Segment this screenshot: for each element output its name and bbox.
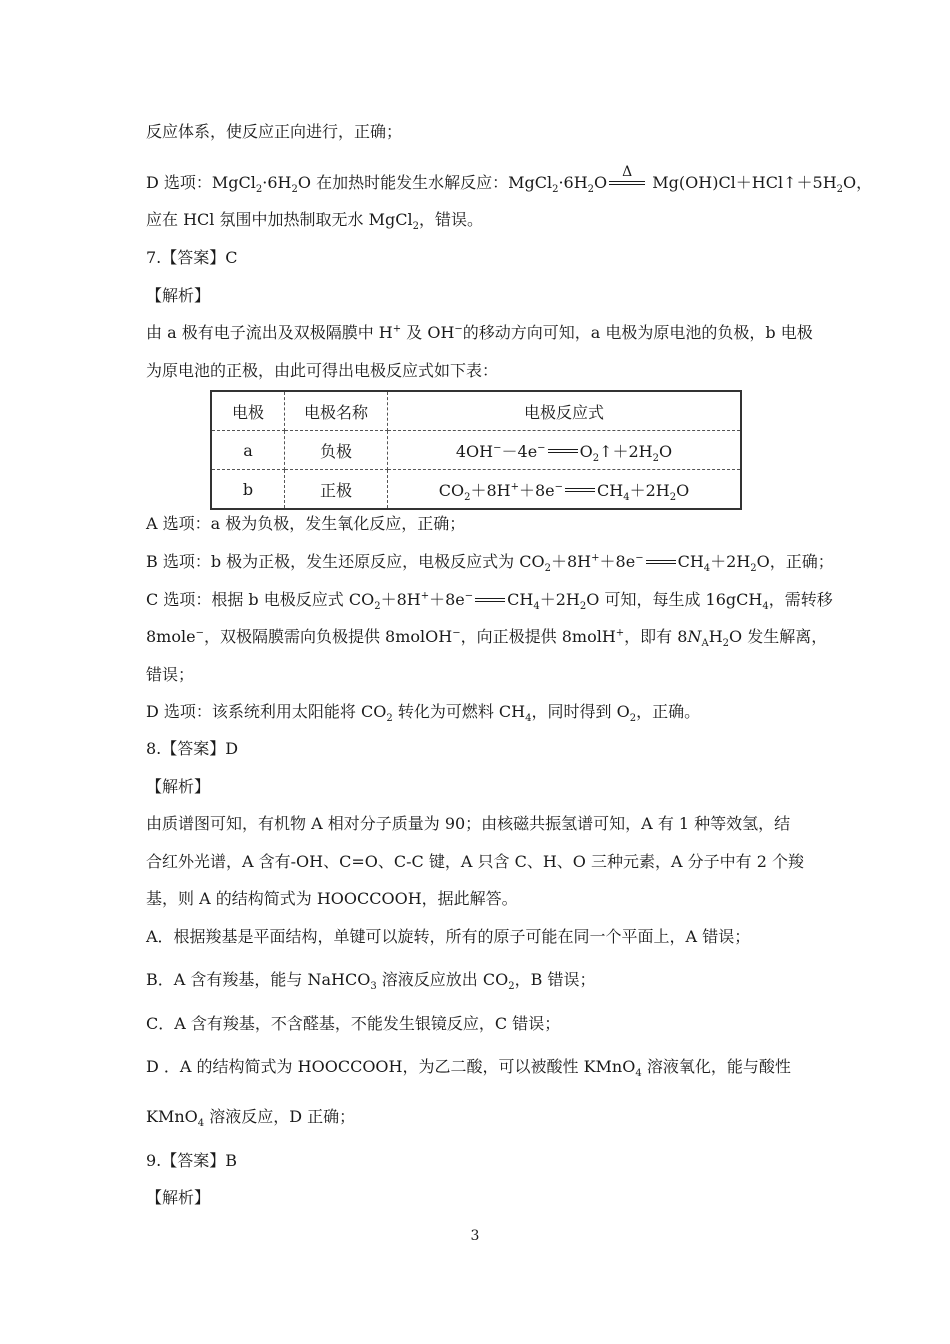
paragraph-line: D 选项：$MgCl_2\cdot 6H_2O$ 在加热时能发生水解反应：$MgCl_2\cdot 6H_2O$ Δ $Mg(OH)Cl+HCl↑+5H_2O$， xyxy=(146,172,872,194)
table-row xyxy=(211,431,741,470)
table-header-row xyxy=(211,391,741,431)
table-cell: 负极 xyxy=(285,431,388,470)
paragraph-line: B．A 含有羧基，能与 NaHCO$_3$ 溶液反应放出 $CO_2$，B 错误； xyxy=(146,970,596,993)
heating-equals-sign xyxy=(607,163,647,189)
answer-heading-8: 8.【答案】D xyxy=(146,739,239,758)
table-cell: a xyxy=(211,431,285,470)
answer-heading-9: 9.【答案】B xyxy=(146,1151,238,1170)
table-row xyxy=(211,470,741,510)
paragraph-line: 为原电池的正极，由此可得出电极反应式如下表： xyxy=(146,361,499,380)
paragraph-line: D ．A 的结构简式为 HOOCCOOH，为乙二酸，可以被酸性 KMnO$_4$ 溶液氧化，能与酸性 xyxy=(146,1057,791,1080)
paragraph-line: A．根据羧基是平面结构，单键可以旋转，所有的原子可能在同一个平面上，A 错误； xyxy=(146,927,751,946)
table-header-cell: 电极名称 xyxy=(285,391,388,431)
paragraph-line: 由 a 极有电子流出及双极隔膜中 H+ 及 OH−的移动方向可知，a 电极为原电池的负极，b 电极 xyxy=(146,323,813,342)
table-cell: 4OH−－4e− $O_2↑+2H_2O$ xyxy=(388,431,742,470)
table-header-cell: 电极 xyxy=(211,391,285,431)
paragraph-line: 合红外光谱，A 含有-OH、C=O、C-C 键，A 只含 C、H、O 三种元素，A 分子中有 2 个羧 xyxy=(146,852,804,871)
analysis-heading-8: 【解析】 xyxy=(146,777,211,796)
paragraph-line: C 选项：根据 b 电极反应式 $CO_2+8H^++8e^-$ $CH_4+2H_2O$ 可知，每生成 16gCH$_4$，需转移 xyxy=(146,590,833,613)
paragraph-line: 应在 HCl 氛围中加热制取无水 MgCl$_2$，错误。 xyxy=(146,210,483,233)
table-cell: 正极 xyxy=(285,470,388,510)
delta-symbol: Δ xyxy=(622,163,633,180)
analysis-heading-7: 【解析】 xyxy=(146,286,211,305)
paragraph-line: 反应体系，使反应正向进行，正确； xyxy=(146,122,403,141)
paragraph-line: KMnO$_4$ 溶液反应，D 正确； xyxy=(146,1107,356,1130)
table-cell: $CO_2+8H^++8e^-$ $CH_4+2H_2O$ xyxy=(388,470,742,510)
paragraph-line: 基，则 A 的结构简式为 HOOCCOOH，据此解答。 xyxy=(146,889,518,908)
paragraph-line: 8mole−，双极隔膜需向负极提供 8molOH−，向正极提供 8molH+，即有 $8N_AH_2O$ 发生解离， xyxy=(146,627,828,650)
page-number: 3 xyxy=(470,1228,480,1244)
table-header-cell: 电极反应式 xyxy=(388,391,742,431)
paragraph-line: D 选项：该系统利用太阳能将 $CO_2$ 转化为可燃料 $CH_4$，同时得到 $O_2$，正确。 xyxy=(146,702,701,725)
paragraph-line: 错误； xyxy=(146,665,195,684)
paragraph-line: 由质谱图可知，有机物 A 相对分子质量为 90；由核磁共振氢谱可知，A 有 1 种等效氢，结 xyxy=(146,814,791,833)
analysis-heading-9: 【解析】 xyxy=(146,1188,211,1207)
electrode-reaction-table xyxy=(210,390,742,510)
paragraph-line: B 选项：b 极为正极，发生还原反应，电极反应式为 $CO_2+8H^++8e^-$ $CH_4+2H_2O$，正确； xyxy=(146,552,834,575)
table-cell: b xyxy=(211,470,285,510)
answer-heading-7: 7.【答案】C xyxy=(146,248,238,267)
paragraph-line: A 选项：a 极为负极，发生氧化反应，正确； xyxy=(146,514,466,533)
paragraph-line: C．A 含有羧基，不含醛基，不能发生银镜反应，C 错误； xyxy=(146,1014,561,1033)
